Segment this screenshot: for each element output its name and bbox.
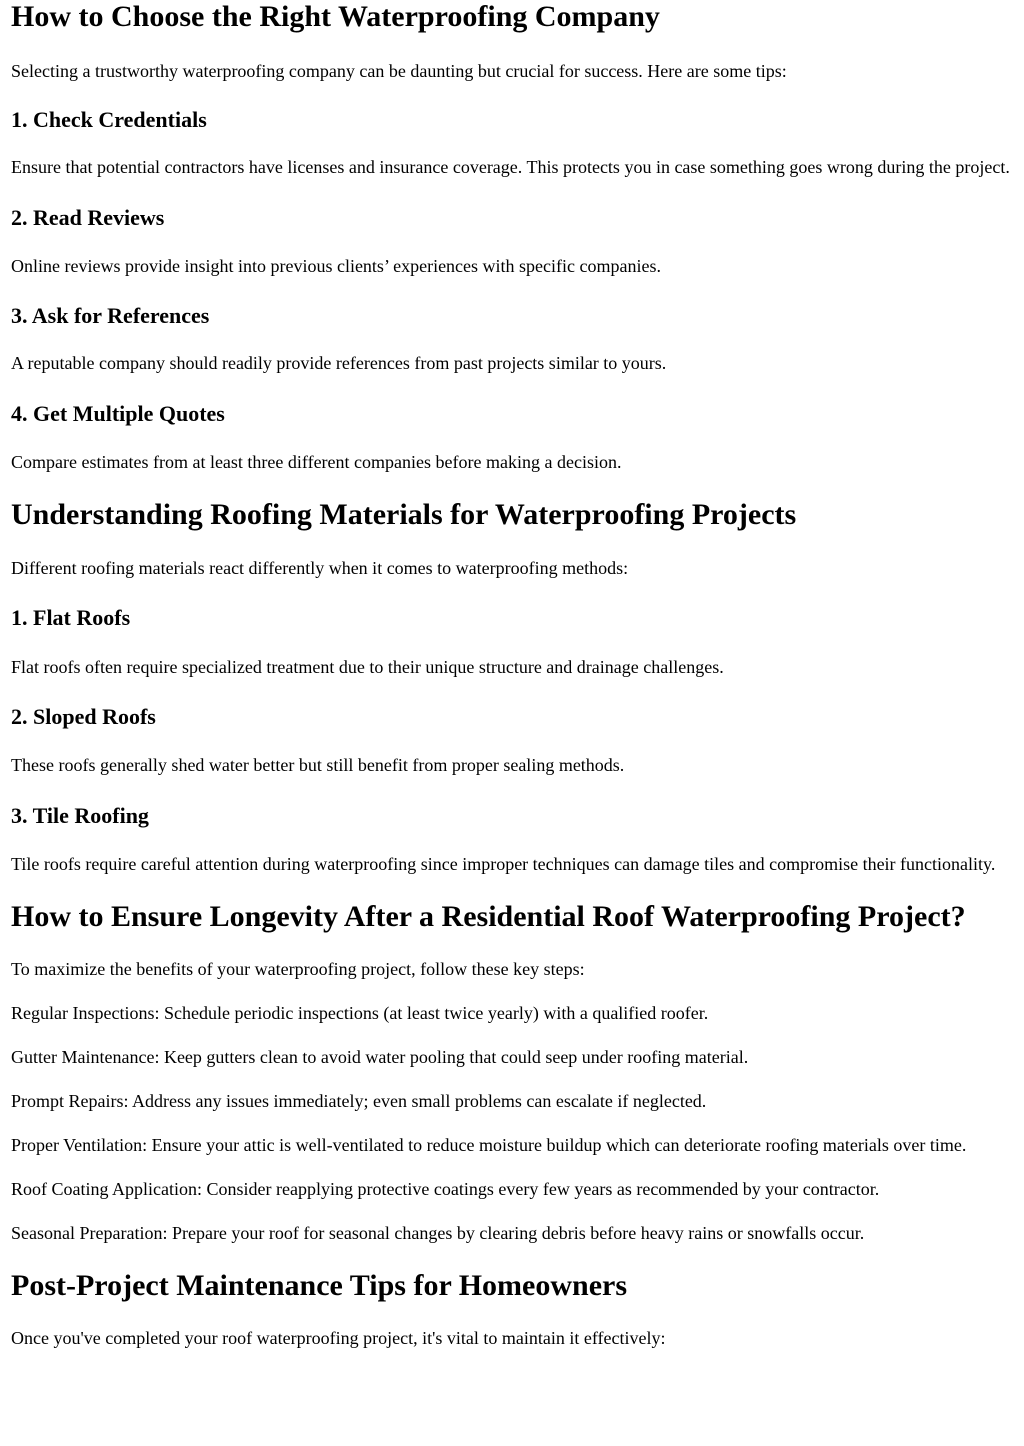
subsection-title: 2. Read Reviews bbox=[11, 205, 165, 230]
list-item: Gutter Maintenance: Keep gutters clean to avoid water pooling that could seep under roofing material. bbox=[11, 1047, 749, 1067]
list-item: Roof Coating Application: Consider reapplying protective coatings every few years as recommended by your contractor. bbox=[11, 1179, 880, 1199]
section-intro: Different roofing materials react differently when it comes to waterproofing methods: bbox=[11, 558, 629, 578]
section-intro: Once you've completed your roof waterproofing project, it's vital to maintain it effectively: bbox=[11, 1328, 666, 1348]
subsection-text: Flat roofs often require specialized treatment due to their unique structure and drainage challenges. bbox=[11, 657, 724, 677]
subsection-title: 3. Ask for References bbox=[11, 303, 210, 328]
list-item: Prompt Repairs: Address any issues immediately; even small problems can escalate if neglected. bbox=[11, 1091, 707, 1111]
subsection-text: Tile roofs require careful attention during waterproofing since improper techniques can damage tiles and compromise their functionality. bbox=[11, 854, 996, 874]
subsection-title: 3. Tile Roofing bbox=[11, 803, 149, 828]
section-intro: To maximize the benefits of your waterproofing project, follow these key steps: bbox=[11, 959, 585, 979]
list-item: Seasonal Preparation: Prepare your roof for seasonal changes by clearing debris before heavy rains or snowfalls occur. bbox=[11, 1223, 865, 1243]
subsection-text: Ensure that potential contractors have licenses and insurance coverage. This protects you in case something goes wrong during the project. bbox=[11, 157, 1010, 177]
subsection-text: Online reviews provide insight into previous clients’ experiences with specific companies. bbox=[11, 256, 661, 276]
subsection-text: Compare estimates from at least three different companies before making a decision. bbox=[11, 452, 622, 472]
section-heading: How to Choose the Right Waterproofing Company bbox=[11, 0, 660, 33]
section-heading: Post-Project Maintenance Tips for Homeowners bbox=[11, 1269, 628, 1302]
section-heading: How to Ensure Longevity After a Residential Roof Waterproofing Project? bbox=[11, 900, 966, 933]
subsection-text: These roofs generally shed water better but still benefit from proper sealing methods. bbox=[11, 755, 625, 775]
list-item: Regular Inspections: Schedule periodic inspections (at least twice yearly) with a qualified roofer. bbox=[11, 1003, 709, 1023]
section-heading: Understanding Roofing Materials for Waterproofing Projects bbox=[11, 498, 797, 531]
subsection-title: 1. Check Credentials bbox=[11, 107, 207, 132]
list-item: Proper Ventilation: Ensure your attic is well-ventilated to reduce moisture buildup which can deteriorate roofing materials over time. bbox=[11, 1135, 967, 1155]
subsection-title: 1. Flat Roofs bbox=[11, 605, 131, 630]
subsection-title: 2. Sloped Roofs bbox=[11, 704, 156, 729]
subsection-title: 4. Get Multiple Quotes bbox=[11, 401, 225, 426]
section-intro: Selecting a trustworthy waterproofing company can be daunting but crucial for success. Here are some tips: bbox=[11, 61, 787, 81]
subsection-text: A reputable company should readily provide references from past projects similar to yours. bbox=[11, 353, 667, 373]
